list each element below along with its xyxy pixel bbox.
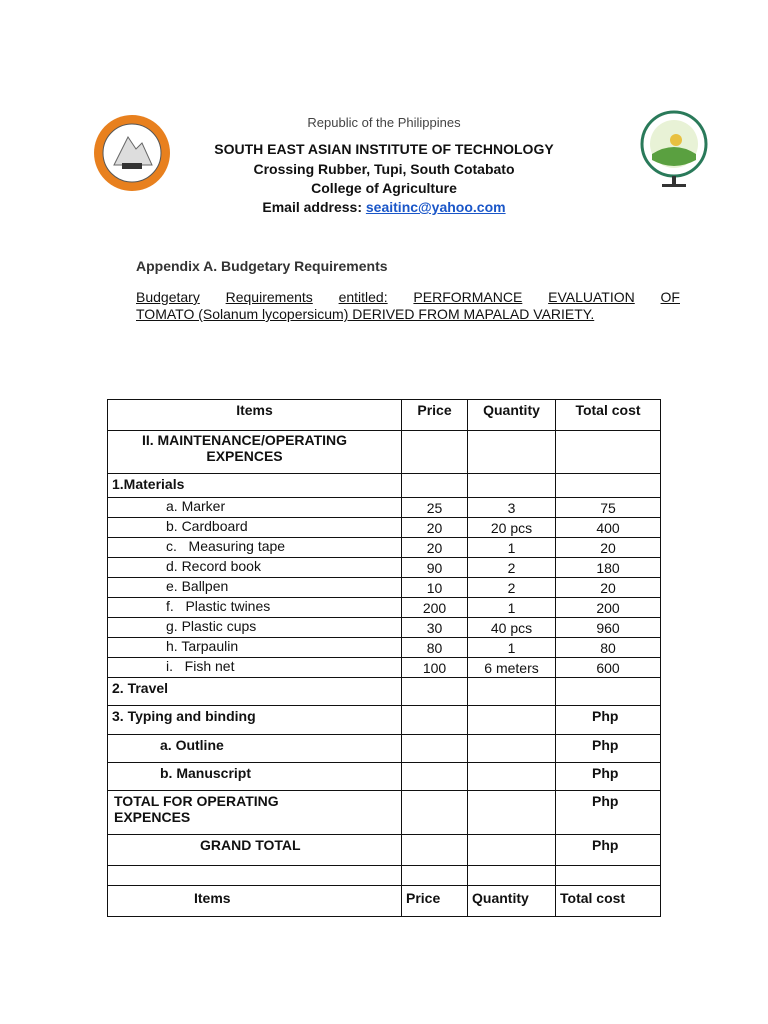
table-row <box>108 658 661 678</box>
outline-total: Php <box>556 735 661 763</box>
item-price: 200 <box>402 598 468 618</box>
outline-label: a. Outline <box>108 735 402 763</box>
item-price: 10 <box>402 578 468 598</box>
item-total: 20 <box>556 538 661 558</box>
item-total: 180 <box>556 558 661 578</box>
college-name: College of Agriculture <box>311 180 457 196</box>
title-line-2: TOMATO (Solanum lycopersicum) DERIVED FROM MAPALAD VARIETY. <box>136 306 595 322</box>
item-total: 200 <box>556 598 661 618</box>
item-quantity: 6 meters <box>468 658 556 678</box>
header-items: Items <box>108 400 402 431</box>
item-quantity: 2 <box>468 578 556 598</box>
manuscript-row <box>108 763 661 791</box>
item-total: 80 <box>556 638 661 658</box>
table-footer-header-row <box>108 886 661 917</box>
total-operating-row <box>108 791 661 835</box>
item-price: 90 <box>402 558 468 578</box>
item-price: 20 <box>402 518 468 538</box>
title-word: PERFORMANCE <box>413 289 523 305</box>
table-row <box>108 578 661 598</box>
item-name: a. Marker <box>108 498 402 518</box>
item-price: 30 <box>402 618 468 638</box>
typing-row <box>108 706 661 735</box>
table-row <box>108 538 661 558</box>
title-word: Budgetary <box>136 289 200 305</box>
outline-row <box>108 735 661 763</box>
footer-quantity: Quantity <box>468 886 556 917</box>
item-name: f. Plastic twines <box>108 598 402 618</box>
grand-total-row <box>108 835 661 866</box>
item-total: 400 <box>556 518 661 538</box>
materials-row <box>108 474 661 498</box>
email-line <box>0 199 768 215</box>
item-name: c. Measuring tape <box>108 538 402 558</box>
republic-line: Republic of the Philippines <box>307 115 461 130</box>
header-total: Total cost <box>556 400 661 431</box>
empty-row <box>108 866 661 886</box>
email-label: Email address: <box>262 199 366 215</box>
total-operating-value: Php <box>556 791 661 835</box>
email-link[interactable]: seaitinc@yahoo.com <box>365 199 506 215</box>
item-name: e. Ballpen <box>108 578 402 598</box>
travel-label: 2. Travel <box>108 678 402 706</box>
institute-name: SOUTH EAST ASIAN INSTITUTE OF TECHNOLOGY <box>214 141 554 157</box>
table-row <box>108 598 661 618</box>
item-name: d. Record book <box>108 558 402 578</box>
item-total: 600 <box>556 658 661 678</box>
item-price: 80 <box>402 638 468 658</box>
title-word: Requirements <box>225 289 313 305</box>
item-total: 75 <box>556 498 661 518</box>
table-header-row <box>108 400 661 431</box>
grand-total-label: GRAND TOTAL <box>108 835 402 866</box>
manuscript-label: b. Manuscript <box>108 763 402 791</box>
section-label: II. MAINTENANCE/OPERATING EXPENCES <box>108 431 402 474</box>
total-operating-label: TOTAL FOR OPERATING EXPENCES <box>108 791 402 835</box>
item-name: g. Plastic cups <box>108 618 402 638</box>
budget-table <box>107 399 661 917</box>
header-quantity: Quantity <box>468 400 556 431</box>
typing-label: 3. Typing and binding <box>108 706 402 735</box>
item-name: b. Cardboard <box>108 518 402 538</box>
item-quantity: 3 <box>468 498 556 518</box>
institute-address: Crossing Rubber, Tupi, South Cotabato <box>253 161 515 177</box>
footer-items: Items <box>108 886 402 917</box>
manuscript-total: Php <box>556 763 661 791</box>
title-word: entitled: <box>338 289 388 305</box>
footer-price: Price <box>402 886 468 917</box>
budget-title <box>136 289 680 323</box>
item-total: 20 <box>556 578 661 598</box>
item-name: i. Fish net <box>108 658 402 678</box>
item-price: 100 <box>402 658 468 678</box>
title-word: OF <box>660 289 680 305</box>
item-quantity: 1 <box>468 638 556 658</box>
table-row <box>108 558 661 578</box>
typing-total: Php <box>556 706 661 735</box>
item-quantity: 2 <box>468 558 556 578</box>
item-quantity: 1 <box>468 538 556 558</box>
title-word: EVALUATION <box>548 289 635 305</box>
item-price: 25 <box>402 498 468 518</box>
appendix-heading: Appendix A. Budgetary Requirements <box>136 258 388 274</box>
item-total: 960 <box>556 618 661 638</box>
grand-total-value: Php <box>556 835 661 866</box>
header-price: Price <box>402 400 468 431</box>
section-row <box>108 431 661 474</box>
table-row <box>108 498 661 518</box>
materials-label: 1.Materials <box>108 474 402 498</box>
footer-total: Total cost <box>556 886 661 917</box>
table-row <box>108 518 661 538</box>
item-quantity: 20 pcs <box>468 518 556 538</box>
item-price: 20 <box>402 538 468 558</box>
table-row <box>108 618 661 638</box>
item-name: h. Tarpaulin <box>108 638 402 658</box>
travel-row <box>108 678 661 706</box>
item-quantity: 40 pcs <box>468 618 556 638</box>
table-row <box>108 638 661 658</box>
item-quantity: 1 <box>468 598 556 618</box>
